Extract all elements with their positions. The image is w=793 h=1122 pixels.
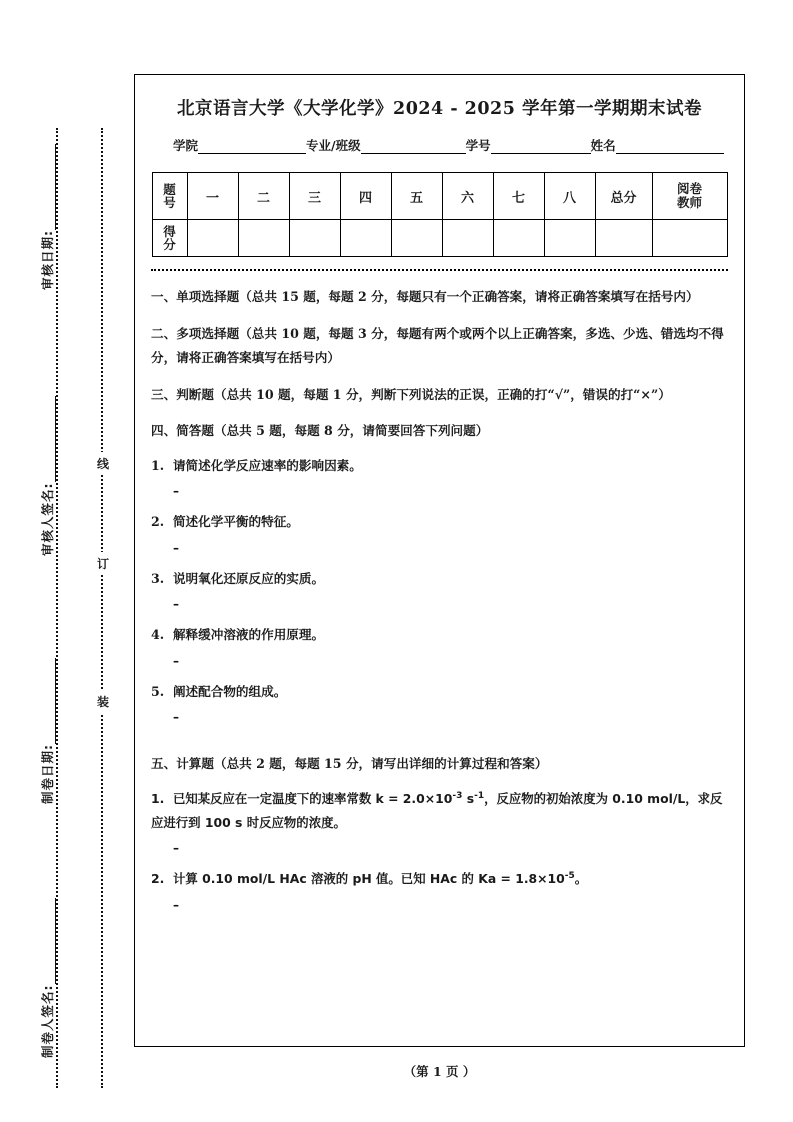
binding-char-ding: 订 [94,552,112,575]
section-heading-1: 一、单项选择题（总共 15 题，每题 2 分，每题只有一个正确答案，请将正确答案填写在括号内） [151,289,699,304]
row-label-score-line2: 分 [163,237,176,252]
score-col-total: 总分 [595,173,652,220]
score-cell-1[interactable] [187,220,238,257]
binding-dotted-line-outer [56,128,58,1088]
grader-label-line2: 教师 [676,195,702,210]
score-col-8: 八 [544,173,595,220]
margin-label-composer-signature-text: 制卷人签名: [40,984,55,1058]
student-identity-row [173,136,728,154]
calc-q1-text-b: s [462,791,475,807]
score-table-header-row [152,173,727,220]
margin-label-review-date-text: 审核日期: [40,230,55,290]
sa-q2-text: 简述化学平衡的特征。 [172,514,299,530]
margin-label-compose-date-text: 制卷日期: [40,744,55,804]
name-label: 姓名 [590,138,616,153]
college-input[interactable] [198,140,306,154]
score-col-7: 七 [493,173,544,220]
calc-q1-answer-area[interactable]: – [173,841,179,856]
calc-q2-number: 2. [151,871,165,887]
student-id-field[interactable] [466,136,591,154]
grader-label-line1: 阅卷 [676,181,702,197]
sa-q1-text: 请简述化学反应速率的影响因素。 [172,457,362,473]
score-cell-8[interactable] [544,220,595,257]
score-cell-total[interactable] [595,220,652,257]
score-cell-3[interactable] [289,220,340,257]
section-heading-2: 二、多项选择题（总共 10 题，每题 3 分，每题有两个或两个以上正确答案，多选、少选、错选均不得分，请将正确答案填写在括号内） [151,325,724,366]
calc-q2-answer-area[interactable]: – [173,897,179,912]
margin-reviewer-signature-line [44,397,56,483]
student-id-input[interactable] [491,140,591,154]
name-field[interactable] [591,136,724,154]
short-answer-question-5 [151,680,728,705]
sa-q3-answer-area[interactable]: – [173,597,179,612]
sa-q5-text: 阐述配合物的组成。 [172,683,287,699]
calc-q2-exponent-a: -5 [564,871,575,882]
calc-q1-text-c: ，反应物的初始浓度为 0.10 mol/L，求反应进行到 100 s 时反应物的浓度。 [151,791,723,831]
page-title: 北京语言大学《大学化学》2024 - 2025 学年第一学期期末试卷 [177,99,702,119]
major-input[interactable] [361,140,466,154]
margin-label-reviewer-signature [38,397,56,557]
score-cell-2[interactable] [238,220,289,257]
score-col-grader [652,173,727,220]
sa-q5-answer-area[interactable]: – [173,710,179,725]
sa-q4-number: 4. [151,627,165,643]
score-cell-grader[interactable] [652,220,727,257]
calc-q2-text-a: 计算 0.10 mol/L HAc 溶液的 pH 值。已知 HAc 的 Ka = 1.8×10 [172,871,565,887]
score-col-2: 二 [238,173,289,220]
binding-dotted-line-inner [101,128,103,1088]
section-heading-5: 五、计算题（总共 2 题，每题 15 分，请写出详细的计算过程和答案） [151,756,548,772]
calc-q1-exponent-a: -3 [452,790,463,801]
major-label: 专业/班级 [306,138,361,153]
sa-q4-text: 解释缓冲溶液的作用原理。 [172,627,325,643]
table-separator [151,269,728,271]
margin-compose-date-line [44,658,56,744]
score-cell-4[interactable] [340,220,391,257]
calc-q1-text-a: 已知某反应在一定温度下的速率常数 k = 2.0×10 [172,791,453,807]
score-table-row-label-score [152,220,187,257]
score-cell-7[interactable] [493,220,544,257]
calc-question-2 [151,867,728,891]
margin-label-reviewer-signature-text: 审核人签名: [40,482,55,556]
row-label-question-line1: 题 [163,181,176,197]
margin-composer-signature-line [44,899,56,985]
binding-char-xian: 线 [94,452,112,475]
row-label-question-line2: 号 [163,195,176,210]
score-col-5: 五 [391,173,442,220]
score-cell-6[interactable] [442,220,493,257]
sa-q3-text: 说明氧化还原反应的实质。 [172,570,325,586]
sa-q2-number: 2. [151,514,165,530]
row-label-score-line1: 得 [163,223,176,239]
score-col-1: 一 [187,173,238,220]
major-field[interactable] [306,136,466,154]
section-heading-3: 三、判断题（总共 10 题，每题 1 分，判断下列说法的正误，正确的打“√”，错误的打“×”） [151,386,671,402]
sa-q4-answer-area[interactable]: – [173,653,179,668]
short-answer-question-4 [151,623,728,648]
sa-q2-answer-area[interactable]: – [173,540,179,555]
name-input[interactable] [616,140,724,154]
score-table [152,172,728,257]
score-table-value-row [152,220,727,257]
college-field[interactable] [173,136,306,154]
exam-sheet [134,74,745,1047]
exam-body [151,285,728,912]
sa-q3-number: 3. [151,570,165,586]
section-heading-4: 四、简答题（总共 5 题，每题 8 分，请简要回答下列问题） [151,423,489,439]
page-footer: （第 1 页 ） [403,1064,476,1079]
score-col-4: 四 [340,173,391,220]
calc-q1-exponent-b: -1 [474,790,485,801]
sa-q5-number: 5. [151,683,165,699]
section-spacer [151,736,728,752]
margin-label-compose-date [38,658,56,804]
college-label: 学院 [173,138,199,153]
sa-q1-number: 1. [151,457,165,473]
margin-label-review-date [38,144,56,290]
calc-q2-text-b: 。 [574,871,588,887]
score-table-row-label-question [152,173,187,220]
margin-review-date-line [44,144,56,230]
score-cell-5[interactable] [391,220,442,257]
calc-q1-number: 1. [151,791,165,807]
score-col-6: 六 [442,173,493,220]
margin-label-composer-signature [38,899,56,1059]
sa-q1-answer-area[interactable]: – [173,484,179,499]
binding-char-zhuang: 装 [94,690,112,713]
short-answer-question-3 [151,567,728,592]
score-col-3: 三 [289,173,340,220]
calc-question-1 [151,787,728,835]
binding-margin [0,0,134,1122]
short-answer-question-2 [151,510,728,535]
short-answer-question-1 [151,454,728,479]
student-id-label: 学号 [465,138,491,153]
